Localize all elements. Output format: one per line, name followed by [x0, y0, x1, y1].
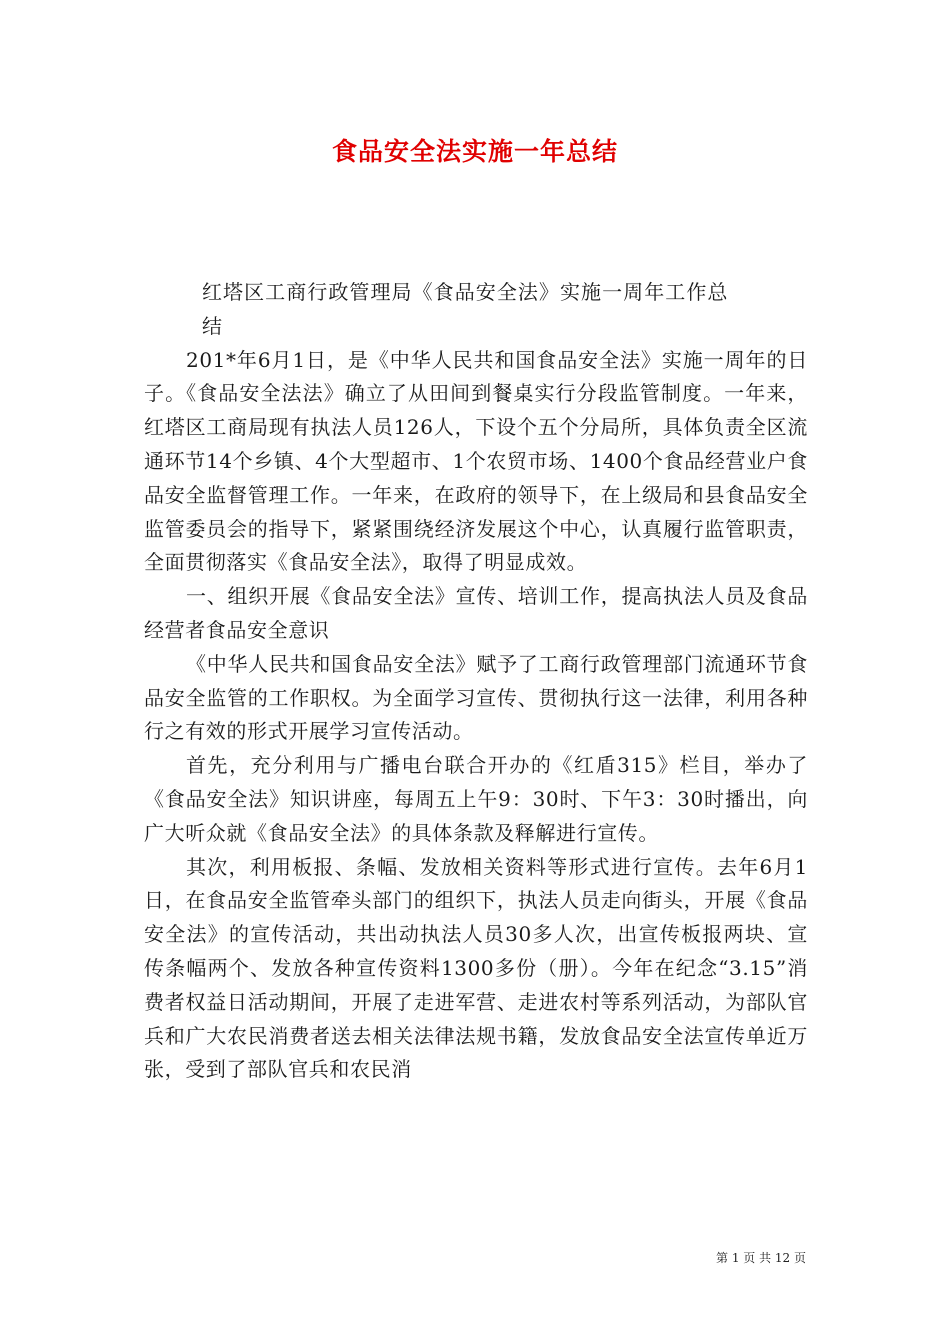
paragraph-second-measure: 其次，利用板报、条幅、发放相关资料等形式进行宣传。去年6月1日，在食品安全监管牵头部门的组织下，执法人员走向街头，开展《食品安全法》的宣传活动，共出动执法人员30多人次，出宣传板报两块、宣传条幅两个、发放各种宣传资料1300多份（册）。今年在纪念“3.15”消费者权益日活动期间，开展了走进军营、走进农村等系列活动，为部队官兵和广大农民消费者送去相关法律法规书籍，发放食品安全法宣传单近万张，受到了部队官兵和农民消 — [144, 854, 808, 1082]
paragraph-first-measure: 首先，充分利用与广播电台联合开办的《红盾315》栏目，举办了《食品安全法》知识讲座，每周五上午9：30时、下午3：30时播出，向广大听众就《食品安全法》的具体条款及释解进行宣传。 — [144, 753, 808, 845]
document-body — [144, 276, 808, 1087]
paragraph-intro: 201*年6月1日，是《中华人民共和国食品安全法》实施一周年的日子。《食品安全法法》确立了从田间到餐桌实行分段监管制度。一年来，红塔区工商局现有执法人员126人，下设个五个分局所，具体负责全区流通环节14个乡镇、4个大型超市、1个农贸市场、1400个食品经营业户食品安全监督管理工作。一年来，在政府的领导下，在上级局和县食品安全监管委员会的指导下，紧紧围绕经济发展这个中心，认真履行监管职责，全面贯彻落实《食品安全法》，取得了明显成效。 — [144, 347, 808, 575]
page-number: 第 1 页 共 12 页 — [716, 1251, 806, 1265]
document-subtitle: 红塔区工商行政管理局《食品安全法》实施一周年工作总结 — [202, 280, 728, 338]
paragraph-section-1: 《中华人民共和国食品安全法》赋予了工商行政管理部门流通环节食品安全监管的工作职权。为全面学习宣传、贯彻执行这一法律，利用各种行之有效的形式开展学习宣传活动。 — [144, 651, 808, 744]
document-title: 食品安全法实施一年总结 — [331, 137, 618, 166]
section-heading-1: 一、组织开展《食品安全法》宣传、培训工作，提高执法人员及食品经营者食品安全意识 — [144, 584, 808, 642]
